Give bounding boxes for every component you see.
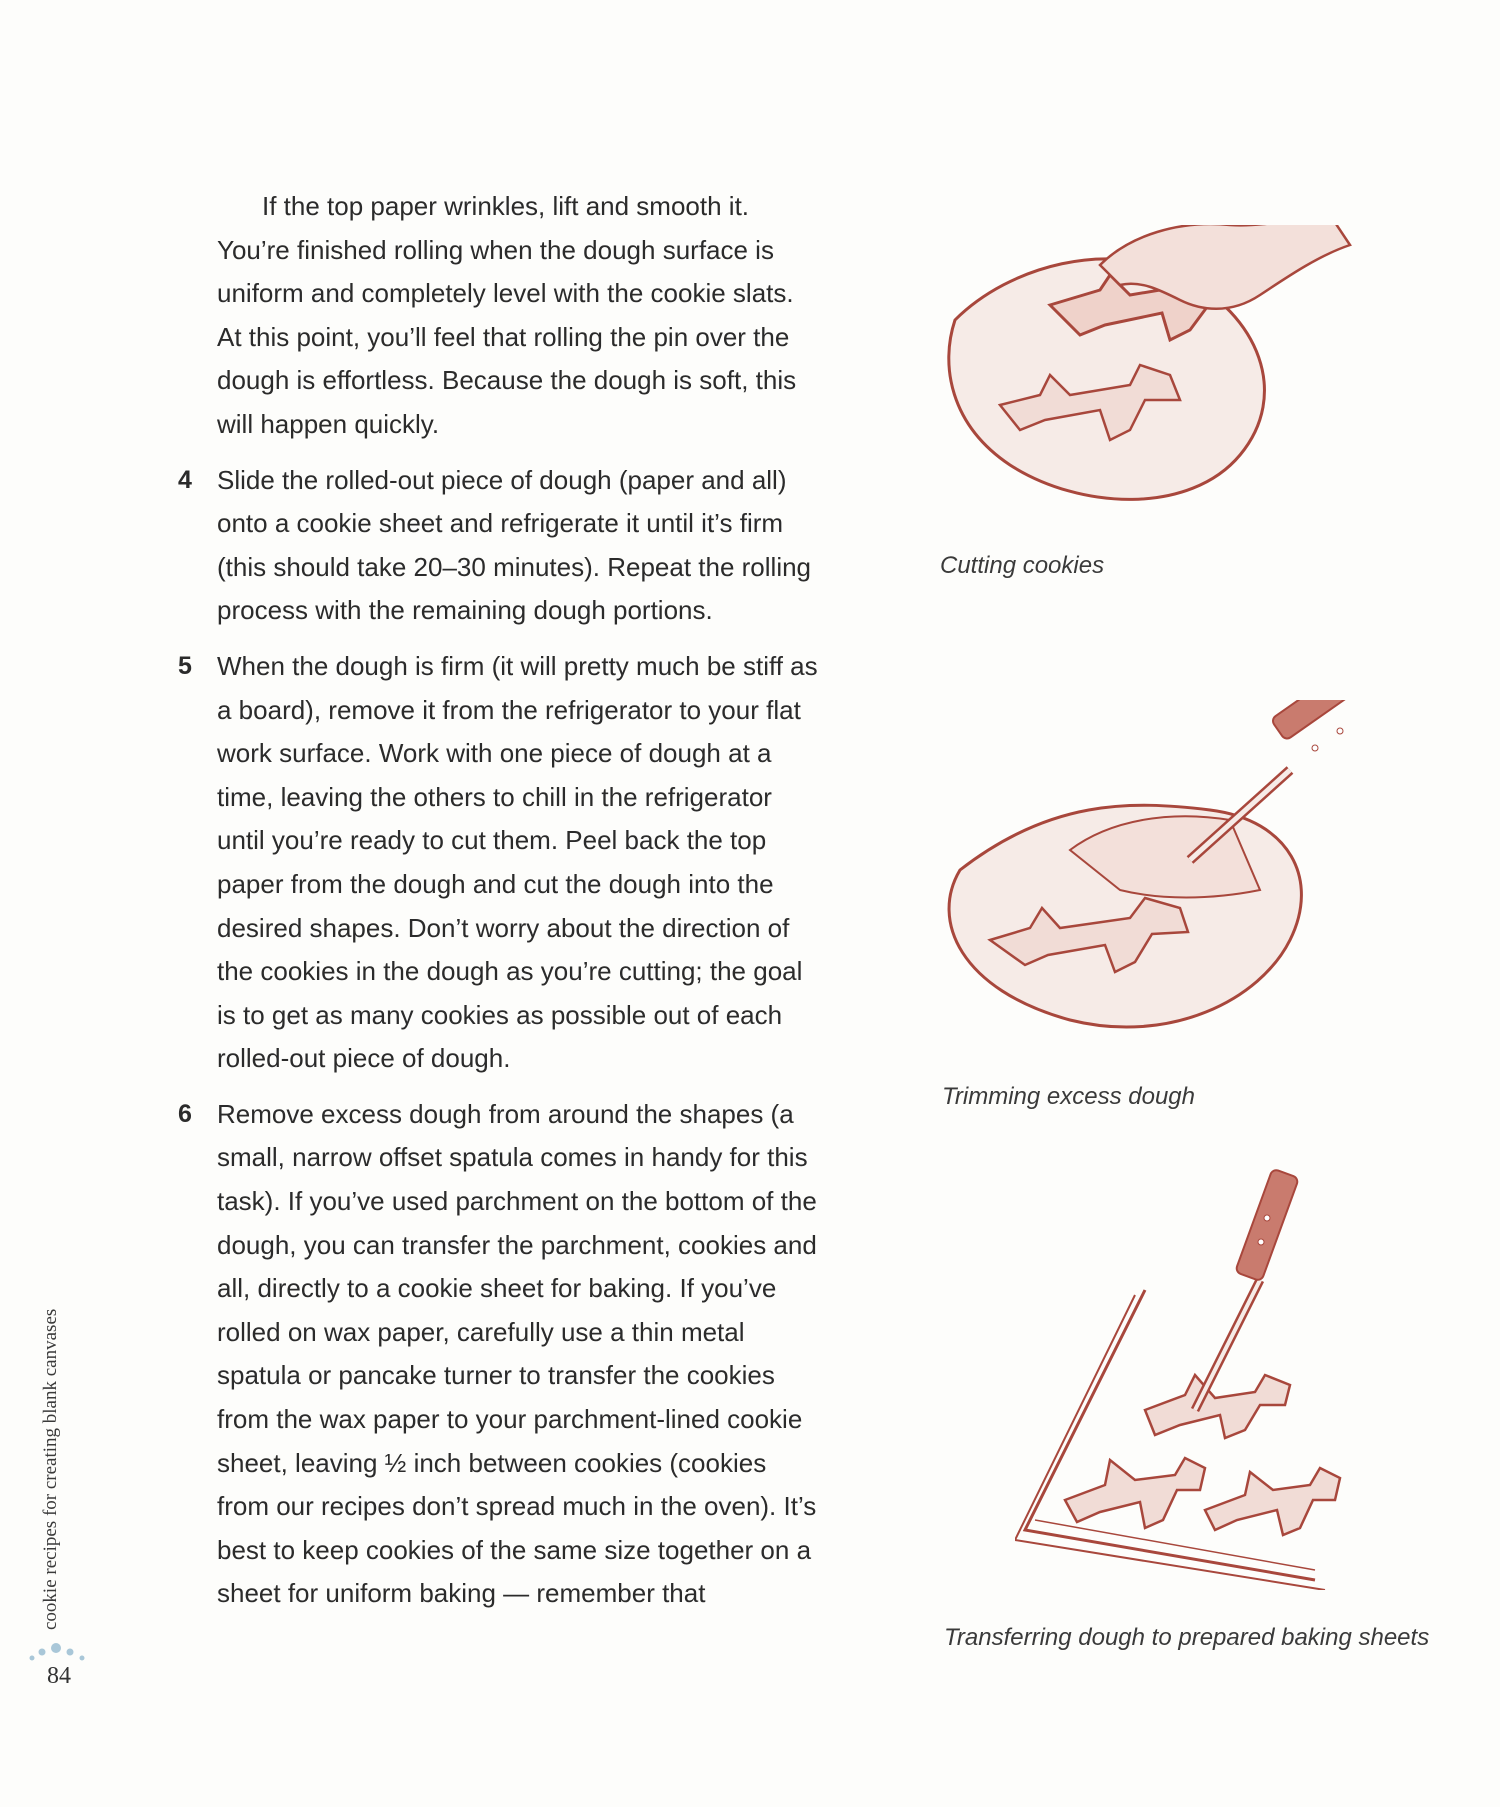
cutting-cookies-illustration — [930, 225, 1370, 525]
step-5 — [170, 645, 820, 1081]
caption-cutting-cookies: Cutting cookies — [940, 552, 1105, 579]
decorative-dots-icon — [26, 1640, 96, 1664]
page-number: 84 — [47, 1663, 71, 1689]
step-4 — [170, 459, 820, 633]
step-text: When the dough is firm (it will pretty much be stiff as a board), remove it from the refrigerator to your flat work surface. Work with one piece of dough at a time, leaving the others to chill in the refrigerator until you’re ready to cut them. Peel back the top paper from the dough and cut the dough into the desired shapes. Don’t worry about the direction of the cookies in the dough as you’re cutting; the goal is to get as many cookies as possible out of each rolled-out piece of dough. — [217, 650, 818, 1074]
step-number: 5 — [178, 651, 192, 680]
step-6 — [170, 1093, 820, 1616]
caption-transferring-dough: Transferring dough to prepared baking sheets — [944, 1624, 1430, 1651]
main-text-column — [170, 185, 820, 1616]
step-number: 4 — [178, 465, 192, 494]
transferring-dough-illustration — [1015, 1160, 1395, 1590]
running-head: cookie recipes for creating blank canvases — [40, 1308, 61, 1630]
step-text: Remove excess dough from around the shapes (a small, narrow offset spatula comes in handy for this task). If you’ve used parchment on the bottom of the dough, you can transfer the parchment, cookies and all, directly to a cookie sheet for baking. If you’ve rolled on wax paper, carefully use a thin metal spatula or pancake turner to transfer the cookies from the wax paper to your parchment-lined cookie sheet, leaving ½ inch between cookies (cookies from our recipes don’t spread much in the oven). It’s best to keep cookies of the same size together on a sheet for uniform baking — remember that — [217, 1098, 817, 1609]
step-text: Slide the rolled-out piece of dough (paper and all) onto a cookie sheet and refrigerate it until it’s firm (this should take 20–30 minutes). Repeat the rolling process with the remaining dough portions. — [217, 464, 812, 626]
trimming-dough-illustration — [930, 700, 1400, 1040]
intro-paragraph: If the top paper wrinkles, lift and smooth it. You’re finished rolling when the dough surface is uniform and completely level with the cookie slats. At this point, you’ll feel that rolling the pin over the dough is effortless. Because the dough is soft, this will happen quickly. — [217, 191, 797, 439]
caption-trimming-dough: Trimming excess dough — [942, 1083, 1195, 1110]
step-number: 6 — [178, 1099, 192, 1128]
